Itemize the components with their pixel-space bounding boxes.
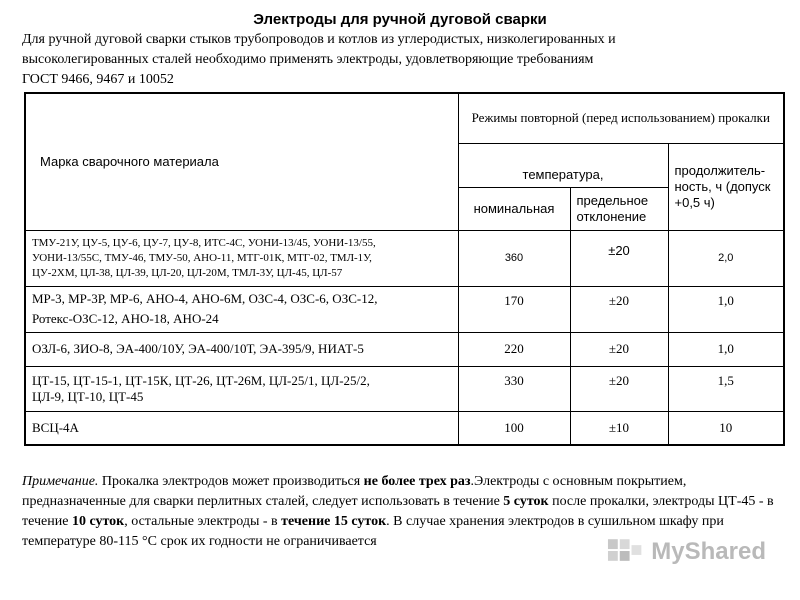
material-cell	[25, 286, 458, 332]
nominal-cell: 100	[458, 411, 570, 445]
nominal-cell: 330	[458, 366, 570, 411]
table-row	[25, 366, 784, 411]
header-temperature: температура,	[458, 143, 668, 187]
table-row	[25, 411, 784, 445]
intro-paragraph	[22, 30, 722, 90]
deviation-cell: ±20	[570, 332, 668, 366]
watermark	[606, 534, 766, 570]
header-nominal: номинальная	[458, 187, 570, 230]
material-line: Ротекс-ОЗС-12, АНО-18, АНО-24	[32, 311, 219, 326]
header-duration: продолжитель-ность, ч (допуск +0,5 ч)	[668, 143, 784, 230]
header-deviation: предельное отклонение	[570, 187, 668, 230]
note-emphasis: течение 15 суток	[281, 514, 387, 529]
note-text: Прокалка электродов может производиться	[98, 474, 364, 489]
duration-cell: 2,0	[668, 230, 784, 286]
duration-cell: 1,0	[668, 286, 784, 332]
duration-cell: 10	[668, 411, 784, 445]
note-text: , остальные электроды - в	[124, 514, 282, 529]
material-line: ЦЛ-9, ЦТ-10, ЦТ-45	[32, 388, 144, 404]
material-line: МР-3, МР-3Р, МР-6, АНО-4, АНО-6М, ОЗС-4, ОЗС-6, ОЗС-12,	[32, 291, 378, 306]
intro-line-1: Для ручной дуговой сварки стыков трубопроводов и котлов из углеродистых, низколегированных и	[22, 32, 616, 47]
note-text: .Электроды с основным покрытием, предназначенные для сварки перлитных сталей, следует использовать в течение	[22, 474, 687, 509]
note-label: Примечание.	[22, 474, 99, 489]
table-row	[25, 286, 784, 332]
material-line: ВСЦ-4А	[32, 419, 79, 435]
nominal-cell: 170	[458, 286, 570, 332]
material-cell	[25, 366, 458, 411]
header-material: Марка сварочного материала	[25, 93, 458, 230]
material-line: УОНИ-13/55С, ТМУ-46, ТМУ-50, АНО-11, МТГ-01К, МТГ-02, ТМЛ-1У,	[32, 251, 372, 264]
myshared-logo-icon	[606, 535, 645, 569]
material-cell	[25, 411, 458, 445]
intro-line-2: высоколегированных сталей необходимо применять электроды, удовлетворяющие требованиям	[22, 52, 594, 67]
table-row	[25, 332, 784, 366]
deviation-cell: ±10	[570, 411, 668, 445]
duration-cell: 1,0	[668, 332, 784, 366]
material-line: ЦТ-15, ЦТ-15-1, ЦТ-15К, ЦТ-26, ЦТ-26М, ЦЛ-25/1, ЦЛ-25/2,	[32, 372, 370, 388]
watermark-text: MyShared	[651, 538, 766, 565]
page-title: Электроды для ручной дуговой сварки	[253, 11, 547, 28]
table-row	[25, 230, 784, 286]
deviation-cell: ±20	[570, 286, 668, 332]
material-line: ЦУ-2ХМ, ЦЛ-38, ЦЛ-39, ЦЛ-20, ЦЛ-20М, ТМЛ-3У, ЦЛ-45, ЦЛ-57	[32, 266, 343, 279]
material-cell	[25, 230, 458, 286]
note-text: . В случае хранения электродов в сушильном шкафу при температуре 80-115 °С срок их годности не ограничивается	[22, 514, 724, 549]
header-modes: Режимы повторной (перед использованием) прокалки	[458, 93, 784, 143]
intro-line-3: ГОСТ 9466, 9467 и 10052	[22, 72, 174, 87]
note-emphasis: 10 суток	[71, 514, 125, 529]
duration-cell: 1,5	[668, 366, 784, 411]
nominal-cell: 220	[458, 332, 570, 366]
note-text: после прокалки, электроды ЦТ-45 - в течение	[22, 494, 774, 529]
nominal-cell: 360	[458, 230, 570, 286]
material-line: ОЗЛ-6, ЗИО-8, ЭА-400/10У, ЭА-400/10Т, ЭА-395/9, НИАТ-5	[32, 341, 364, 356]
material-line: ТМУ-21У, ЦУ-5, ЦУ-6, ЦУ-7, ЦУ-8, ИТС-4С, УОНИ-13/45, УОНИ-13/55,	[32, 236, 376, 249]
deviation-cell: ±20	[570, 366, 668, 411]
deviation-cell: ±20	[570, 230, 668, 286]
electrodes-table	[24, 92, 785, 446]
material-cell	[25, 332, 458, 366]
note-emphasis: 5 суток	[503, 494, 549, 509]
note-emphasis: не более трех раз	[363, 474, 471, 489]
